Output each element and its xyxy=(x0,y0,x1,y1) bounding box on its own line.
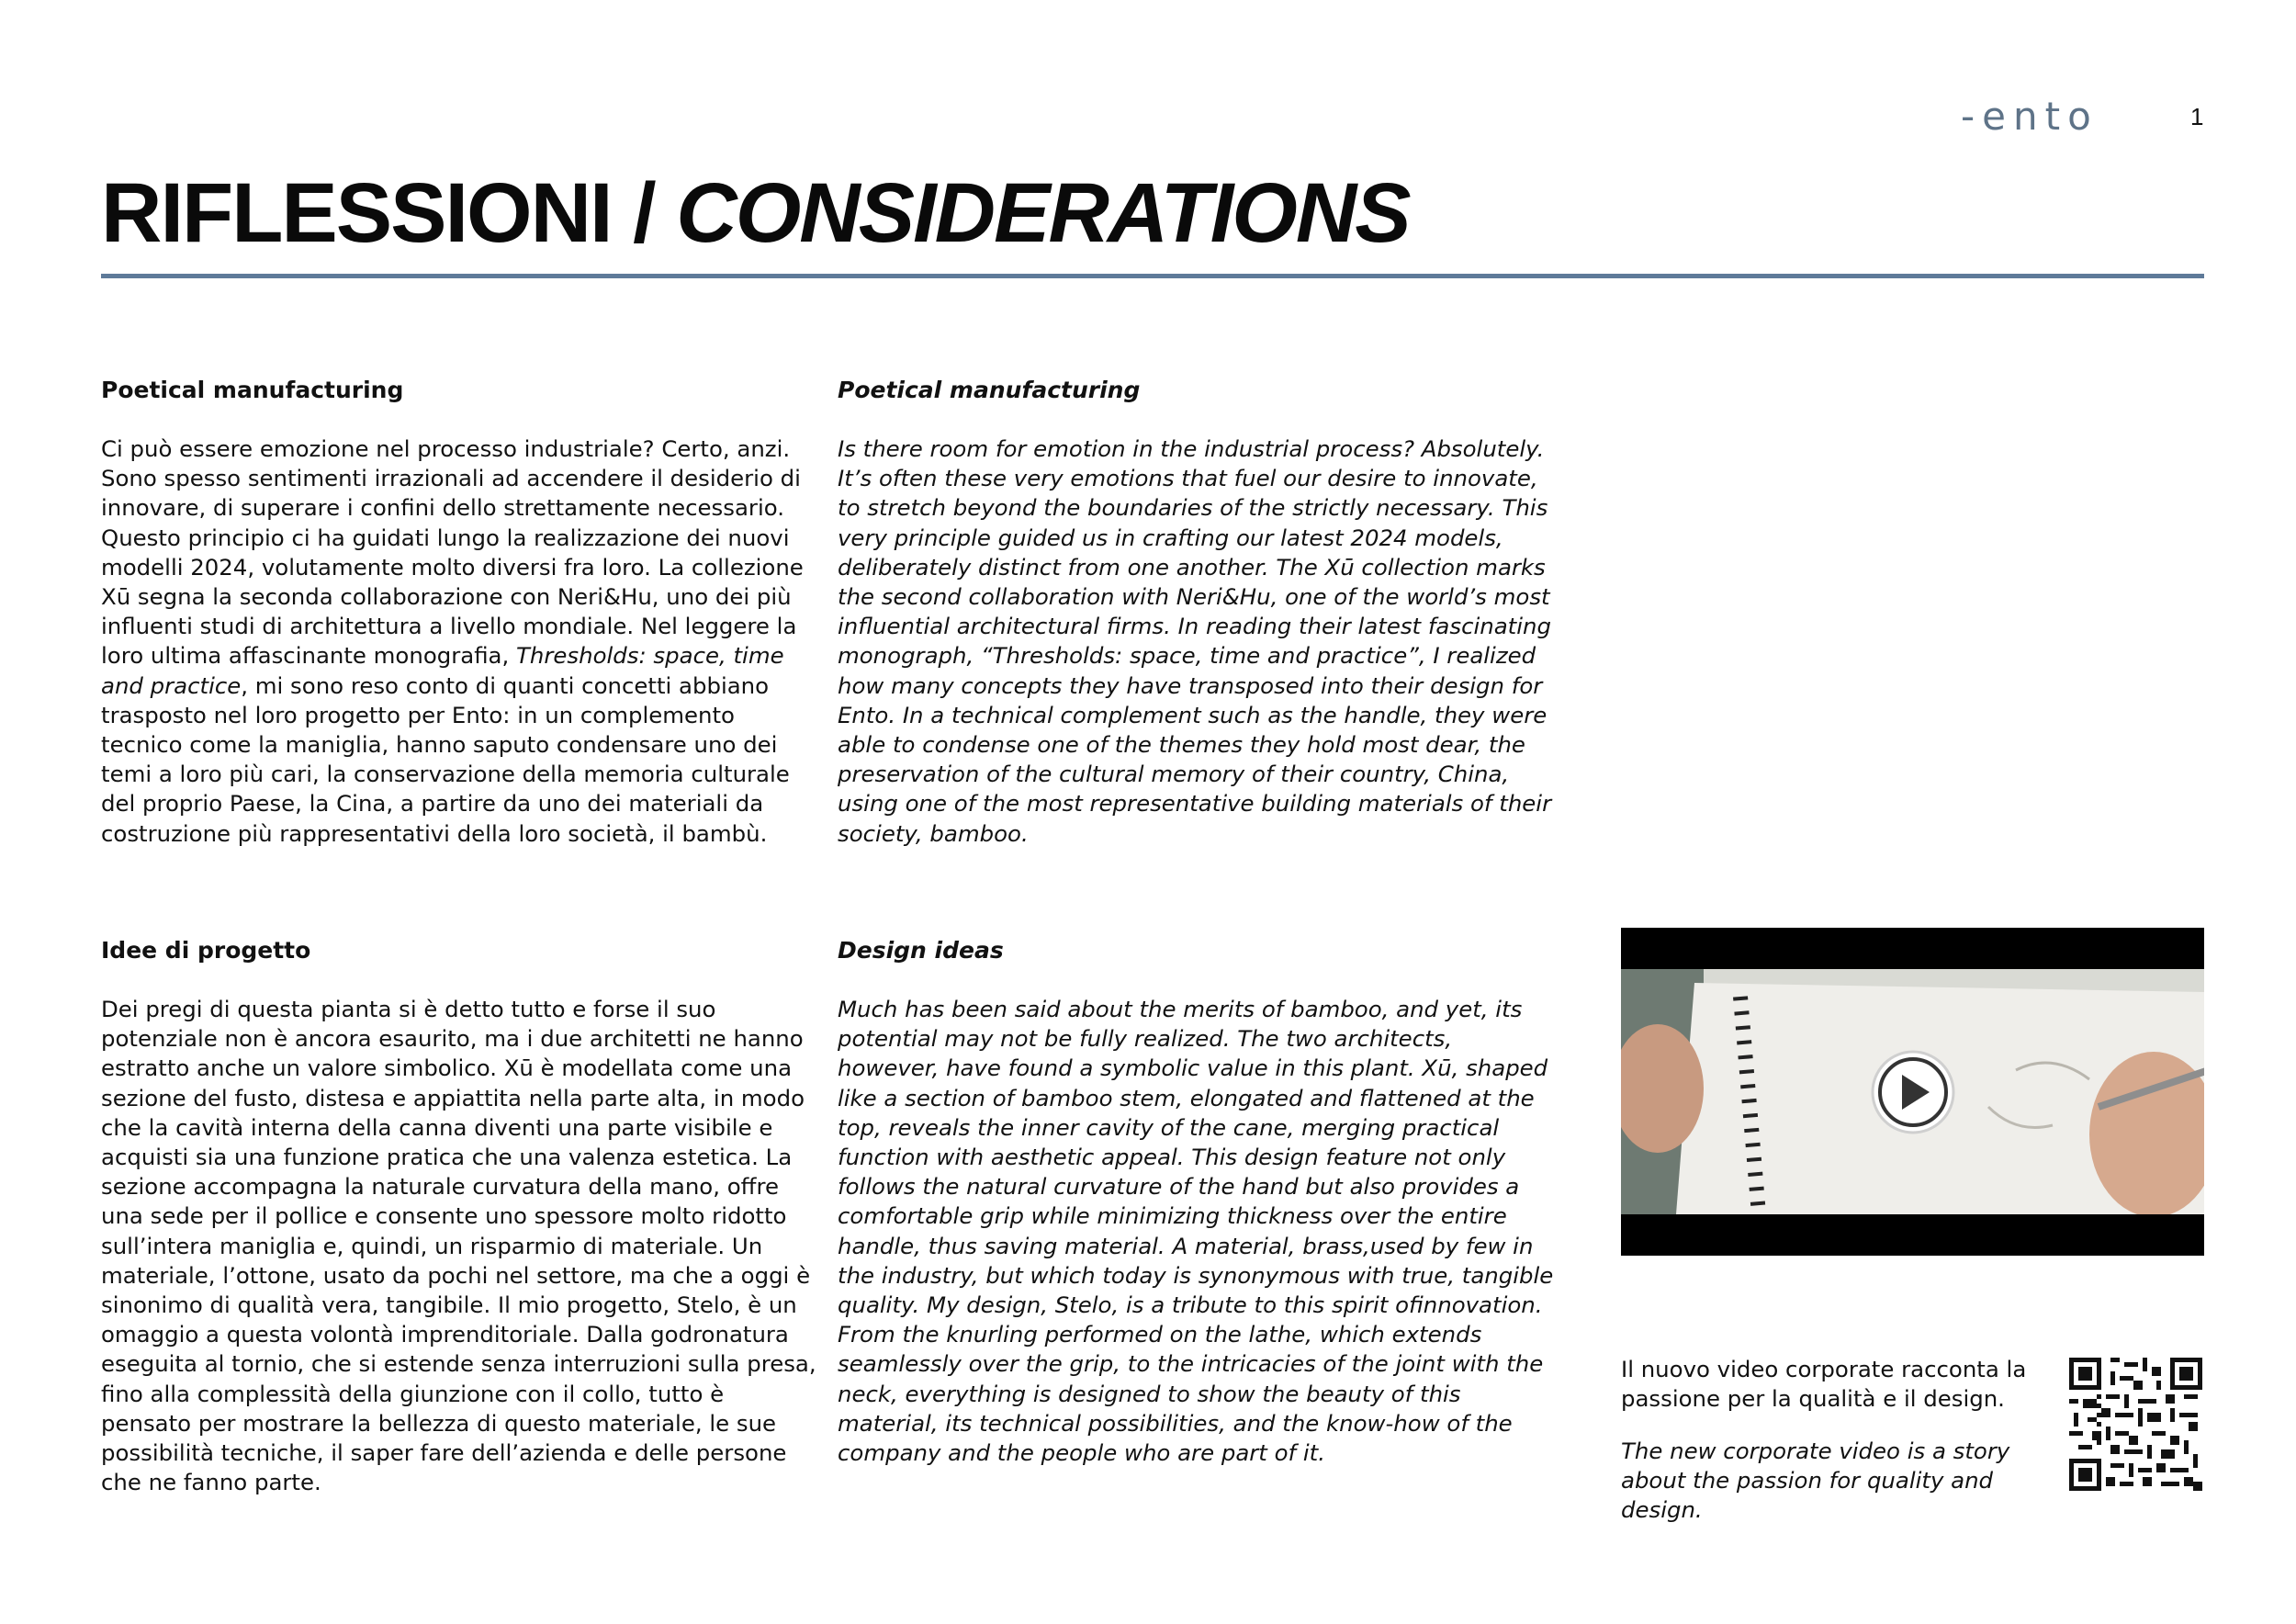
body-part-2: , mi sono reso conto di quanti concetti abbiano trasposto nel loro progetto per Ento: in un complemento tecnico come la maniglia, hanno saputo condensare uno dei temi a loro più cari, la conservazione della memoria culturale del proprio Paese, la Cina, a partire da uno dei materiali da costruzione più rappresentativi della loro società, il bambù. xyxy=(101,671,790,847)
page-number: 1 xyxy=(2190,103,2204,130)
video-caption xyxy=(1621,1355,2062,1525)
section-body: Much has been said about the merits of bamboo, and yet, its potential may not be fully realized. The two architects, however, have found a symbolic value in this plant. Xū, shaped like a section of bamboo stem, elongated and flattened at the top, reveals the inner cavity of the cane, merging practical function with aesthetic appeal. This design feature not only follows the natural curvature of the hand but also provides a comfortable grip while minimizing thickness over the entire handle, thus saving material. A material, brass,used by few in the industry, but which today is synonymous with true, tangible quality. My design, Stelo, is a tribute to this spirit ofinnovation. From the knurling performed on the lathe, which extends seamlessly over the grip, to the intricacies of the joint with the neck, everything is designed to show the beauty of this material, its technical possibilities, and the know-how of the company and the people who are part of it. xyxy=(838,996,1554,1467)
section-design-ideas-en xyxy=(838,936,1554,1468)
book-title: Thresholds: space, time and practice xyxy=(101,642,784,699)
ento-logo: -ento xyxy=(1961,94,2099,139)
play-icon[interactable] xyxy=(1621,928,2204,1256)
section-heading: Poetical manufacturing xyxy=(101,377,404,403)
section-poetical-manufacturing-en xyxy=(838,376,1554,849)
section-design-ideas-it xyxy=(101,936,817,1497)
section-body: Is there room for emotion in the industrial process? Absolutely. It’s often these very emotions that fuel our desire to innovate, to stretch beyond the boundaries of the strictly necessary. This very principle guided us in crafting our latest 2024 models, deliberately distinct from one another. The Xū collection marks the second collaboration with Neri&Hu, one of the world’s most influential architectural firms. In reading their latest fascinating monograph, “Thresholds: space, time and practice”, I realized how many concepts they have transposed into their design for Ento. In a technical complement such as the handle, they were able to condense one of the themes they hold most dear, the preservation of the cultural memory of their country, China, using one of the most representative building materials of their society, bamboo. xyxy=(838,435,1552,847)
title-rule xyxy=(101,274,2204,278)
page-title xyxy=(101,165,1410,262)
section-heading: Poetical manufacturing xyxy=(838,377,1141,403)
section-heading: Design ideas xyxy=(838,937,1004,964)
caption-italian: Il nuovo video corporate racconta la passione per la qualità e il design. xyxy=(1621,1356,2027,1412)
caption-english: The new corporate video is a story about the passion for quality and design. xyxy=(1621,1438,2010,1523)
title-english: CONSIDERATIONS xyxy=(676,166,1410,260)
section-poetical-manufacturing-it xyxy=(101,376,817,849)
qr-code-icon[interactable] xyxy=(2069,1358,2202,1491)
body-part-1: Ci può essere emozione nel processo industriale? Certo, anzi. Sono spesso sentimenti irrazionali ad accendere il desiderio di innovare, di superare i confini dello strettamente necessario. Questo principio ci ha guidati lungo la realizzazione dei nuovi modelli 2024, volutamente molto diversi fra loro. La collezione Xū segna la seconda collaborazione con Neri&Hu, uno dei più influenti studi di architettura a livello mondiale. Nel leggere la loro ultima affascinante monografia, xyxy=(101,435,804,670)
corporate-video-player[interactable] xyxy=(1621,928,2204,1256)
section-heading: Idee di progetto xyxy=(101,937,311,964)
section-body: Dei pregi di questa pianta si è detto tutto e forse il suo potenziale non è ancora esaurito, ma i due architetti ne hanno estratto anche un valore simbolico. Xū è modellata come una sezione del fusto, distesa e appiattita nella parte alta, in modo che la cavità interna della canna diventi una parte visibile e acquisti sia una funzione pratica che una valenza estetica. La sezione accompagna la naturale curvatura della mano, offre una sede per il pollice e consente uno spessore molto ridotto sull’intera maniglia e, quindi, un risparmio di materiale. Un materiale, l’ottone, usato da pochi nel settore, ma che a oggi è sinonimo di qualità vera, tangibile. Il mio progetto, Stelo, è un omaggio a questa volontà imprenditoriale. Dalla godronatura eseguita al tornio, che si estende senza interruzioni sulla presa, fino alla complessità della giunzione con il collo, tutto è pensato per mostrare la bellezza di questo materiale, le sue possibilità tecniche, il saper fare dell’azienda e delle persone che ne fanno parte. xyxy=(101,996,816,1496)
section-body xyxy=(101,434,817,849)
title-italian: RIFLESSIONI / xyxy=(101,166,677,260)
